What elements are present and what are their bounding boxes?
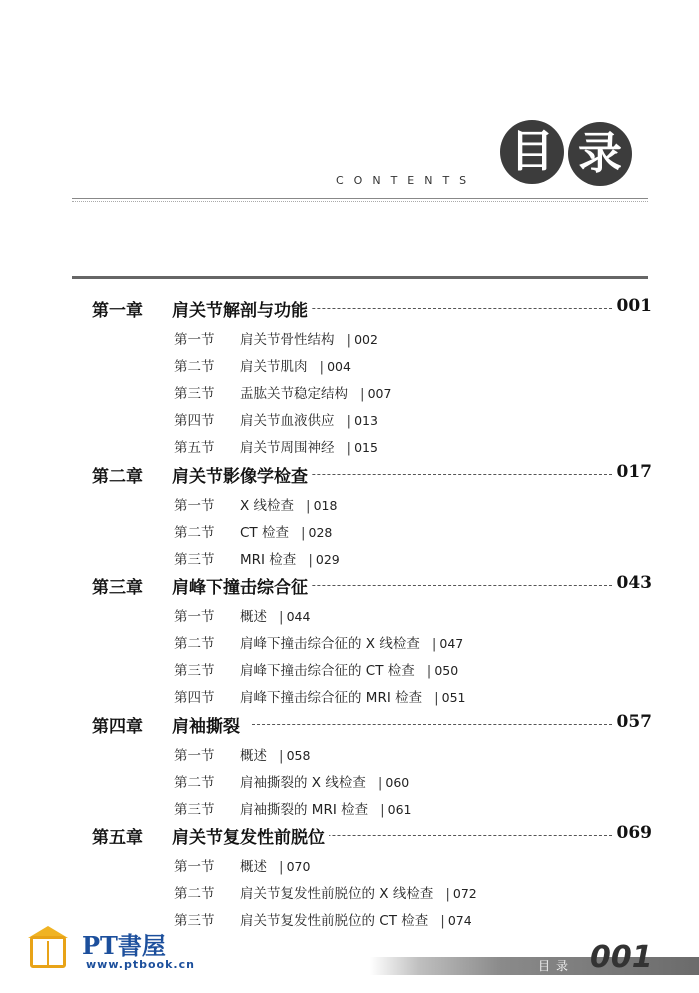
chapter-page: 069 (616, 823, 652, 843)
toc-section[interactable] (174, 744, 310, 764)
section-title: 肩关节骨性结构 (240, 332, 335, 348)
toc-section[interactable] (174, 798, 412, 818)
section-number: 第二节 (174, 525, 215, 541)
toc-title (500, 120, 645, 192)
chapter-number: 第二章 (92, 467, 143, 487)
chapter-number: 第五章 (92, 828, 143, 848)
toc-chapter-5[interactable] (92, 823, 652, 847)
section-number: 第三节 (174, 386, 215, 402)
section-title: 肩袖撕裂的 X 线检查 (240, 775, 366, 791)
section-number: 第五节 (174, 440, 215, 456)
toc-section[interactable] (174, 436, 378, 456)
toc-section[interactable] (174, 521, 332, 541)
page-separator: | (279, 609, 284, 625)
page-separator: | (346, 440, 352, 456)
toc-chapter-3[interactable] (92, 573, 652, 597)
chapter-page: 017 (616, 462, 652, 482)
toc-section[interactable] (174, 855, 310, 875)
page-separator: | (426, 663, 432, 679)
section-number: 第三节 (174, 663, 215, 679)
chapter-number: 第四章 (92, 717, 143, 737)
toc-section[interactable] (174, 882, 477, 902)
chapter-number: 第一章 (92, 301, 143, 321)
section-title: 概述 (240, 859, 267, 875)
toc-section[interactable] (174, 686, 466, 706)
page-separator: | (434, 690, 439, 706)
section-title: 概述 (240, 609, 267, 625)
footer-page-number: 001 (590, 940, 653, 975)
toc-section[interactable] (174, 382, 391, 402)
page-separator: | (380, 802, 385, 818)
section-page: 015 (354, 440, 378, 455)
chapter-title: 肩袖撕裂 (172, 712, 244, 737)
chapter-title: 肩关节解剖与功能 (172, 296, 312, 321)
brand-url: www.ptbook.cn (86, 958, 195, 971)
section-title: 盂肱关节稳定结构 (240, 386, 348, 402)
section-page: 051 (441, 690, 466, 705)
page-separator: | (360, 386, 365, 402)
section-number: 第四节 (174, 690, 215, 706)
header-divider-dotted (72, 201, 648, 202)
toc-section[interactable] (174, 548, 340, 568)
section-number: 第一节 (174, 748, 215, 764)
chapter-page: 057 (616, 712, 652, 732)
section-title: CT 检查 (240, 525, 289, 541)
chapter-page: 043 (616, 573, 652, 593)
contents-subtitle: CONTENTS (336, 174, 477, 187)
section-title: 肩关节肌肉 (240, 359, 308, 375)
section-number: 第四节 (174, 413, 215, 429)
section-title: 概述 (240, 748, 267, 764)
section-title: 肩关节血液供应 (240, 413, 335, 429)
page-separator: | (445, 886, 450, 902)
page-separator: | (279, 859, 284, 875)
section-number: 第二节 (174, 359, 215, 375)
toc-section[interactable] (174, 355, 351, 375)
toc-section[interactable] (174, 771, 409, 791)
page-separator: | (279, 748, 284, 764)
section-page: 013 (354, 413, 378, 428)
section-title: 肩关节复发性前脱位的 X 线检查 (240, 886, 434, 902)
section-title: 肩峰下撞击综合征的 X 线检查 (240, 636, 420, 652)
section-page: 047 (439, 636, 464, 651)
footer-section-label: 目录 (538, 959, 575, 973)
page-separator: | (377, 775, 383, 791)
page-separator: | (300, 525, 306, 541)
section-page: 044 (286, 609, 311, 624)
section-title: 肩关节复发性前脱位的 CT 检查 (240, 913, 429, 929)
page-separator: | (346, 413, 352, 429)
section-title: MRI 检查 (240, 552, 297, 568)
page-separator: | (308, 552, 313, 568)
toc-chapter-2[interactable] (92, 462, 652, 486)
section-number: 第三节 (174, 802, 215, 818)
page-separator: | (346, 332, 352, 348)
chapter-page: 001 (616, 296, 652, 316)
section-page: 004 (327, 359, 351, 374)
section-page: 070 (286, 859, 311, 874)
title-char-2: 录 (568, 122, 632, 186)
toc-section[interactable] (174, 409, 378, 429)
toc-section[interactable] (174, 632, 463, 652)
section-number: 第二节 (174, 775, 215, 791)
chapter-title: 肩关节复发性前脱位 (172, 823, 329, 848)
toc-section[interactable] (174, 659, 458, 679)
section-number: 第二节 (174, 886, 215, 902)
section-title: 肩峰下撞击综合征的 CT 检查 (240, 663, 415, 679)
toc-section[interactable] (174, 605, 310, 625)
toc-chapter-1[interactable] (92, 296, 652, 320)
section-title: 肩峰下撞击综合征的 MRI 检查 (240, 690, 423, 706)
ptbook-logo-icon (26, 926, 68, 970)
section-number: 第一节 (174, 609, 215, 625)
section-title: 肩袖撕裂的 MRI 检查 (240, 802, 369, 818)
section-number: 第一节 (174, 859, 215, 875)
section-page: 072 (452, 886, 477, 901)
header-divider (72, 198, 648, 199)
section-page: 002 (354, 332, 378, 347)
brand-name: PT書屋 (82, 931, 166, 960)
toc-section[interactable] (174, 328, 378, 348)
chapter-number: 第三章 (92, 578, 143, 598)
section-page: 074 (447, 913, 472, 928)
section-page: 060 (385, 775, 410, 790)
section-number: 第二节 (174, 636, 215, 652)
toc-section[interactable] (174, 494, 337, 514)
section-title: 肩关节周围神经 (240, 440, 335, 456)
toc-top-rule (72, 276, 648, 279)
page-separator: | (440, 913, 445, 929)
section-page: 018 (313, 498, 338, 513)
chapter-title: 肩峰下撞击综合征 (172, 573, 312, 598)
section-number: 第一节 (174, 498, 215, 514)
page-separator: | (306, 498, 311, 514)
toc-chapter-4[interactable] (92, 712, 652, 736)
section-number: 第三节 (174, 552, 215, 568)
title-char-1: 目 (500, 120, 564, 184)
section-title: X 线检查 (240, 498, 295, 514)
page-separator: | (319, 359, 325, 375)
logo-book (30, 936, 66, 968)
section-page: 058 (286, 748, 311, 763)
section-number: 第一节 (174, 332, 215, 348)
dot-leader (252, 724, 612, 725)
page-separator: | (431, 636, 437, 652)
section-page: 028 (308, 525, 333, 540)
section-page: 007 (367, 386, 392, 401)
section-number: 第三节 (174, 913, 215, 929)
section-page: 029 (315, 552, 340, 567)
section-page: 061 (387, 802, 412, 817)
toc-section[interactable] (174, 909, 472, 929)
section-page: 050 (434, 663, 459, 678)
chapter-title: 肩关节影像学检查 (172, 462, 312, 487)
